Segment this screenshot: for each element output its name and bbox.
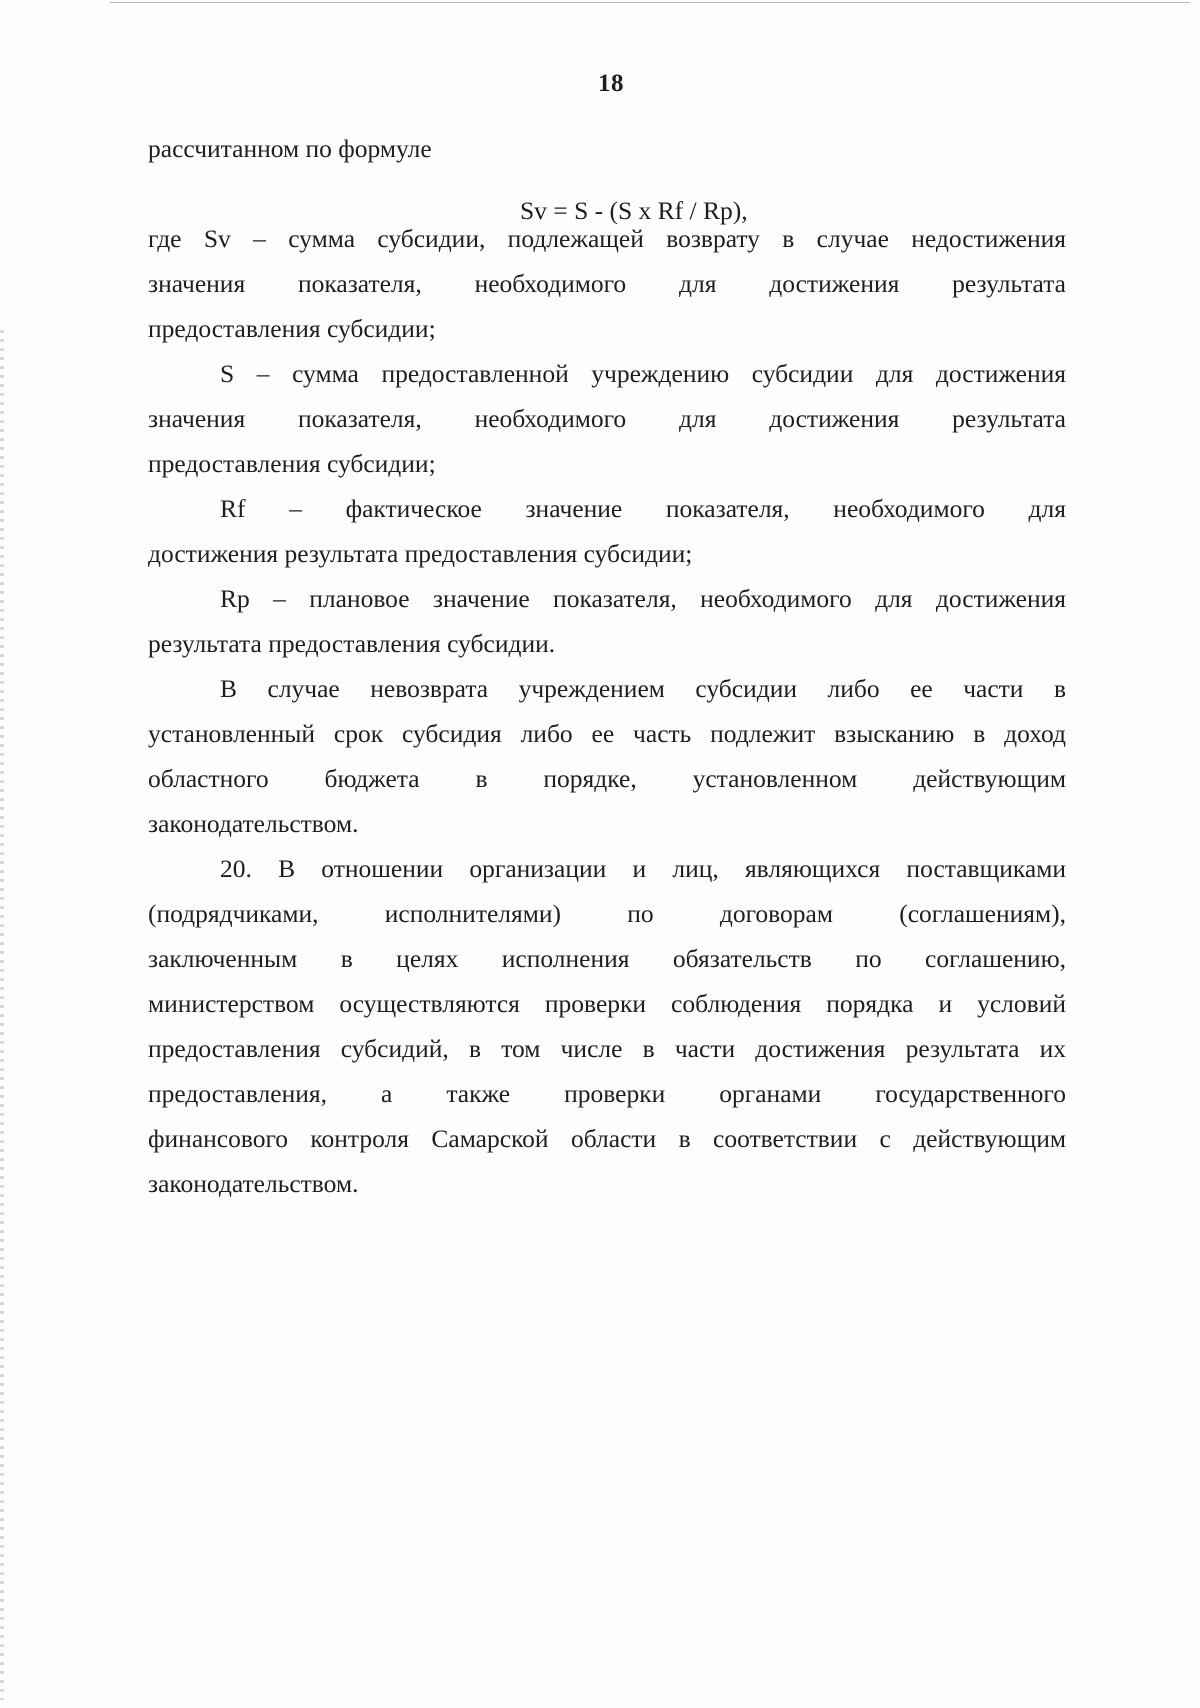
text-line: предоставления субсидии; xyxy=(148,314,436,343)
text-line: рассчитанном по формуле xyxy=(148,134,432,163)
formula: Sv = S - (S x Rf / Rp), xyxy=(520,196,748,225)
text-line: значения показателя, необходимого для достижения результата xyxy=(148,404,1066,433)
text-line: где Sv – сумма субсидии, подлежащей возврату в случае недостижения xyxy=(148,224,1066,253)
text-line: Rp – плановое значение показателя, необходимого для достижения xyxy=(220,584,1066,613)
text-line: значения показателя, необходимого для достижения результата xyxy=(148,269,1066,298)
text-line: финансового контроля Самарской области в соответствии с действующим xyxy=(148,1124,1066,1153)
text-line: S – сумма предоставленной учреждению субсидии для достижения xyxy=(220,359,1066,388)
scan-edge-artifact xyxy=(0,330,4,1700)
text-line: заключенным в целях исполнения обязательств по соглашению, xyxy=(148,944,1066,973)
text-line: законодательством. xyxy=(148,1169,359,1198)
text-line: установленный срок субсидия либо ее часть подлежит взысканию в доход xyxy=(148,719,1066,748)
page-number: 18 xyxy=(598,70,624,97)
text-line: результата предоставления субсидии. xyxy=(148,629,556,658)
text-line: предоставления субсидий, в том числе в части достижения результата их xyxy=(148,1034,1066,1063)
text-line: В случае невозврата учреждением субсидии либо ее части в xyxy=(220,674,1066,703)
top-border-line xyxy=(110,2,1190,3)
text-line: (подрядчиками, исполнителями) по договорам (соглашениям), xyxy=(148,899,1066,928)
text-line: 20. В отношении организации и лиц, являющихся поставщиками xyxy=(220,854,1066,883)
text-line: предоставления субсидии; xyxy=(148,449,436,478)
text-line: достижения результата предоставления субсидии; xyxy=(148,539,693,568)
text-line: министерством осуществляются проверки соблюдения порядка и условий xyxy=(148,989,1066,1018)
text-line: Rf – фактическое значение показателя, необходимого для xyxy=(220,494,1066,523)
text-line: областного бюджета в порядке, установленном действующим xyxy=(148,764,1066,793)
text-line: законодательством. xyxy=(148,809,359,838)
text-line: предоставления, а также проверки органами государственного xyxy=(148,1079,1066,1108)
